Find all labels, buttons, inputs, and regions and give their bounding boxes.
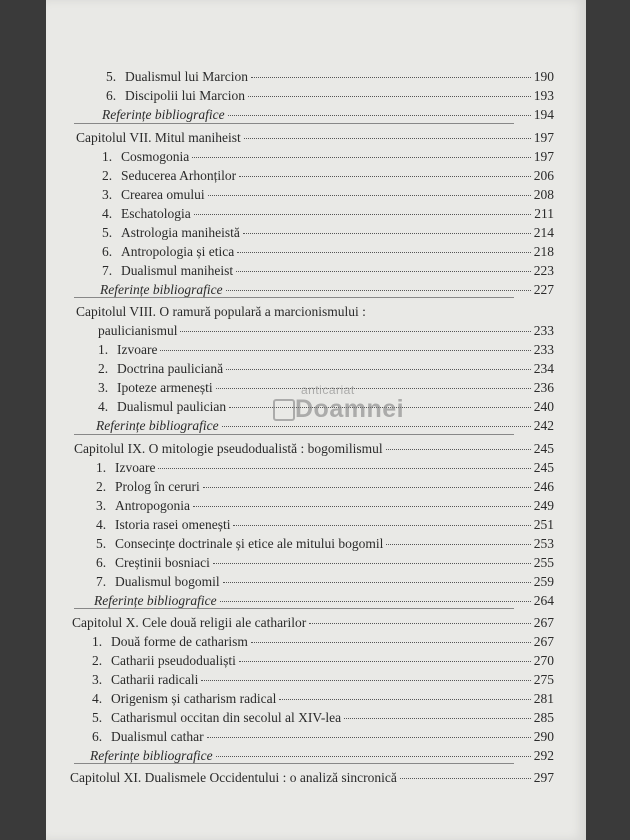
toc-chapter: Capitolul VII. Mitul maniheist 197	[76, 129, 554, 147]
toc-entry: 6. Dualismul cathar 290	[92, 728, 554, 746]
toc-chapter: Capitolul VIII. O ramură populară a marcionismului :	[76, 304, 366, 319]
toc-entry-references: Referințe bibliografice 194	[102, 106, 554, 124]
toc-entry: 1. Două forme de catharism 267	[92, 633, 554, 651]
toc-entry-references: Referințe bibliografice 227	[100, 281, 554, 299]
toc-entry: 4. Dualismul paulician 240	[98, 398, 554, 416]
toc-entry: 5. Catharismul occitan din secolul al XIV-lea 285	[92, 709, 554, 727]
section-divider	[74, 297, 514, 298]
toc-entry: 2. Prolog în ceruri 246	[96, 478, 554, 496]
watermark-logo: anticariat Doamnei	[273, 383, 423, 433]
toc-entry: 1. Izvoare 233	[98, 341, 554, 359]
toc-entry: 6. Creștinii bosniaci 255	[96, 554, 554, 572]
toc-entry-references: Referințe bibliografice 242	[96, 417, 554, 435]
toc-chapter: Capitolul IX. O mitologie pseudodualistă : bogomilismul 245	[74, 440, 554, 458]
toc-entry: 7. Dualismul maniheist 223	[102, 262, 554, 280]
toc-chapter: Capitolul X. Cele două religii ale catharilor 267	[72, 614, 554, 632]
section-divider	[74, 608, 514, 609]
toc-chapter: Capitolul XI. Dualismele Occidentului : o analiză sincronică 297	[70, 769, 554, 787]
toc-entry: 3. Ipoteze armenești 236	[98, 379, 554, 397]
toc-entry: 3. Crearea omului 208	[102, 186, 554, 204]
toc-chapter-continuation: paulicianismul 233	[98, 322, 554, 340]
toc-entry: 4. Eschatologia 211	[102, 205, 554, 223]
toc-entry: 2. Doctrina pauliciană 234	[98, 360, 554, 378]
section-divider	[74, 763, 514, 764]
toc-entry: 7. Dualismul bogomil 259	[96, 573, 554, 591]
toc-entry: 5. Consecințe doctrinale și etice ale mitului bogomil 253	[96, 535, 554, 553]
toc-entry: 6. Discipolii lui Marcion 193	[106, 87, 554, 105]
toc-entry-references: Referințe bibliografice 292	[90, 747, 554, 765]
toc-entry: 2. Seducerea Arhonților 206	[102, 167, 554, 185]
toc-entry: 6. Antropologia și etica 218	[102, 243, 554, 261]
toc-entry: 4. Origenism și catharism radical 281	[92, 690, 554, 708]
toc-entry-references: Referințe bibliografice 264	[94, 592, 554, 610]
book-page	[46, 0, 586, 840]
section-divider	[74, 434, 514, 435]
toc-entry: 5. Astrologia maniheistă 214	[102, 224, 554, 242]
toc-entry: 5. Dualismul lui Marcion 190	[106, 68, 554, 86]
toc-entry: 3. Antropogonia 249	[96, 497, 554, 515]
section-divider	[74, 123, 514, 124]
toc-entry: 3. Catharii radicali 275	[92, 671, 554, 689]
toc-entry: 2. Catharii pseudodualiști 270	[92, 652, 554, 670]
toc-entry: 1. Izvoare 245	[96, 459, 554, 477]
toc-entry: 4. Istoria rasei omenești 251	[96, 516, 554, 534]
toc-entry: 1. Cosmogonia 197	[102, 148, 554, 166]
